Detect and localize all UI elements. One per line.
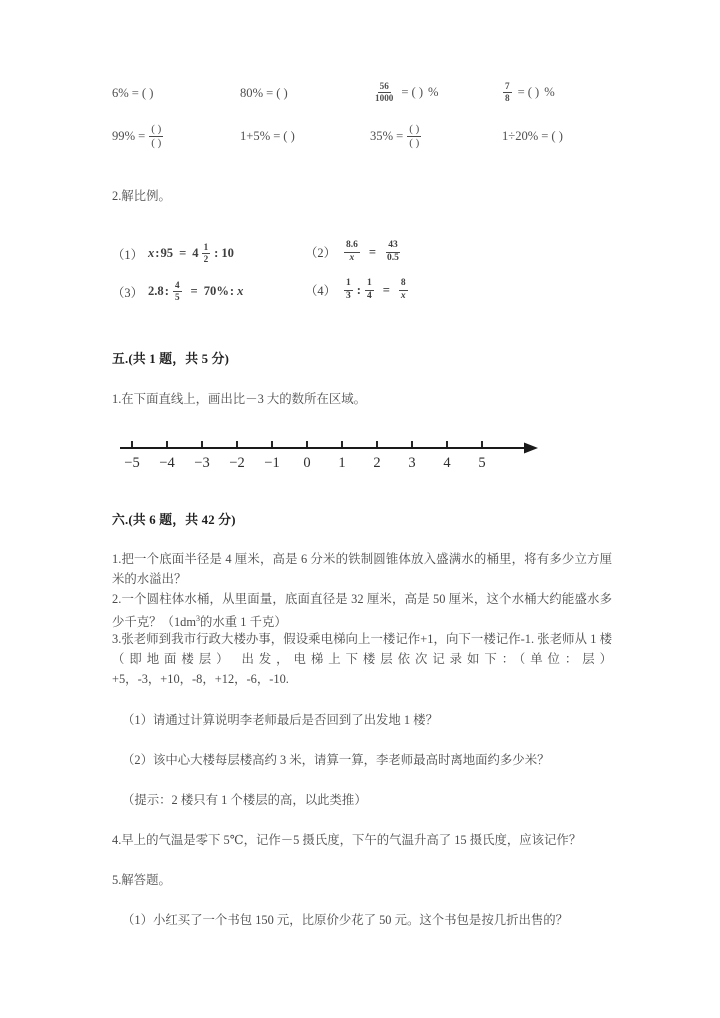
proportion-3-numerator: 4 bbox=[173, 281, 182, 292]
number-line-arrow-icon bbox=[524, 443, 538, 454]
section-six-question-3-part-1: （1）请通过计算说明李老师最后是否回到了出发地 1 楼？ bbox=[122, 713, 438, 727]
p1-lhs: 6% bbox=[112, 86, 129, 100]
proportion-2-equals: = bbox=[368, 244, 377, 259]
section-six-question-3: 3.张老师到我市行政大楼办事，假设乘电梯向上一楼记作+1，向下一楼记作-1. 张老师从 1 楼 （即地面楼层） 出发，电梯上下楼层依次记录如下：（单位：层）+5，-3，+10，-8，+12，-6，-10. bbox=[112, 632, 612, 686]
tick-label-3: −2 bbox=[229, 455, 245, 471]
proportion-4-fraction-3 bbox=[399, 279, 408, 301]
proportion-2-fraction-left bbox=[344, 241, 360, 263]
proportion-3-var: x bbox=[237, 284, 244, 299]
p1-operator: = bbox=[131, 86, 139, 100]
proportion-2-label: （2） bbox=[305, 246, 336, 260]
p5-operator: = bbox=[138, 129, 146, 143]
proportion-3-denominator: 5 bbox=[174, 292, 180, 303]
p3-answer-blank[interactable]: ( ) bbox=[411, 85, 424, 100]
tick-label-7: 2 bbox=[373, 455, 381, 471]
p4-numerator: 7 bbox=[503, 82, 512, 93]
section-six-question-3-part-2: （2）该中心大楼每层楼高约 3 米，请算一算，李老师最高时离地面约多少米？ bbox=[122, 753, 550, 767]
proportion-1-var: x bbox=[147, 246, 155, 261]
p8-operator: = bbox=[541, 129, 549, 143]
proportion-1-whole: 4 bbox=[192, 246, 199, 261]
section-six-question-3-hint: （提示：2 楼只有 1 个楼层的高，以此类推） bbox=[122, 793, 367, 807]
tick-label-4: −1 bbox=[264, 455, 280, 471]
percent-item-p4 bbox=[500, 82, 555, 103]
tick-label-10: 5 bbox=[478, 455, 486, 471]
number-line-tick-labels bbox=[124, 455, 485, 471]
p7-numerator-blank[interactable]: ( ) bbox=[409, 123, 420, 135]
proportion-2-numerator-1: 8.6 bbox=[344, 241, 360, 253]
tick-label-8: 3 bbox=[408, 455, 416, 471]
section-six-question-5-part-1: （1）小红买了一个书包 150 元，比原价少花了 50 元。这个书包是按几折出售的？ bbox=[122, 913, 569, 927]
p5-answer-fraction[interactable] bbox=[149, 124, 163, 149]
proportion-3-a: 2.8 bbox=[147, 284, 164, 299]
proportion-2-denominator-1: x bbox=[349, 252, 355, 263]
proportion-2-fraction-right bbox=[385, 241, 401, 263]
tick-label-1: −4 bbox=[159, 455, 175, 471]
p4-operator: = bbox=[517, 85, 525, 100]
p5-numerator-blank[interactable]: ( ) bbox=[151, 123, 162, 135]
percent-item-p3 bbox=[370, 82, 439, 103]
question-2-text-part-b: 的水重 1 千克） bbox=[199, 615, 287, 630]
proportion-4-numerator-3: 8 bbox=[399, 279, 408, 291]
proportion-4-colon: : bbox=[356, 282, 361, 297]
percent-exercise-row-2 bbox=[112, 124, 622, 158]
section-six-question-5: 5.解答题。 bbox=[112, 873, 171, 887]
proportion-3-colon-1: : bbox=[164, 284, 169, 299]
proportion-4-label: （4） bbox=[305, 284, 336, 298]
percent-item-p8 bbox=[502, 129, 563, 144]
p7-answer-fraction[interactable] bbox=[407, 124, 421, 149]
proportion-4-numerator-1: 1 bbox=[344, 279, 353, 291]
proportion-4-denominator-3: x bbox=[400, 290, 406, 301]
section-six-question-4: 4.早上的气温是零下 5℃，记作－5 摄氏度，下午的气温升高了 15 摄氏度，应该记作？ bbox=[112, 833, 582, 847]
proportion-2-numerator-2: 43 bbox=[386, 241, 400, 253]
question-2-text-part-a: 2.一个圆柱体水桶，从里面量，底面直径是 32 厘米，高是 50 厘米，这个水桶大约能盛水多少千克？（1dm bbox=[112, 592, 612, 630]
p6-operator: = bbox=[273, 129, 281, 143]
proportion-3-fraction bbox=[173, 281, 182, 302]
p8-lhs: 1÷20% bbox=[502, 129, 539, 143]
p3-percent-sign: % bbox=[428, 85, 439, 100]
p7-operator: = bbox=[396, 129, 404, 143]
proportion-1-label: （1） bbox=[112, 247, 143, 262]
section-six-heading: 六.(共 6 题，共 42 分) bbox=[112, 513, 236, 527]
section-six-question-1: 1.把一个底面半径是 4 厘米，高是 6 分米的铁制圆锥体放入盛满水的桶里，将有多少立方厘米的水溢出？ bbox=[112, 552, 612, 586]
percent-item-p2 bbox=[240, 86, 288, 101]
proportion-3-label: （3） bbox=[112, 285, 143, 300]
percent-item-p1 bbox=[112, 86, 153, 101]
number-line bbox=[112, 438, 552, 490]
proportion-1-fraction bbox=[202, 243, 211, 264]
p7-lhs: 35% bbox=[370, 129, 394, 143]
p3-numerator: 56 bbox=[378, 82, 391, 93]
p3-fraction bbox=[373, 82, 395, 103]
proportion-item-2 bbox=[305, 241, 404, 263]
proportion-4-denominator-2: 4 bbox=[366, 290, 372, 301]
section-five-question-1: 1.在下面直线上，画出比－3 大的数所在区域。 bbox=[112, 392, 367, 406]
proportion-1-a: 95 bbox=[160, 246, 174, 261]
p2-operator: = bbox=[266, 86, 274, 100]
percent-item-p6 bbox=[240, 129, 295, 144]
proportion-4-fraction-1 bbox=[344, 279, 353, 301]
proportion-1-mixed-number bbox=[192, 243, 213, 264]
p8-answer-blank[interactable]: ( ) bbox=[551, 129, 563, 143]
proportion-1-colon-2: : bbox=[214, 246, 219, 261]
p1-answer-blank[interactable]: ( ) bbox=[141, 86, 154, 100]
p4-fraction bbox=[503, 82, 512, 103]
number-line-svg bbox=[112, 438, 552, 490]
tick-label-0: −5 bbox=[124, 455, 140, 471]
proportions-heading: 2.解比例。 bbox=[112, 189, 171, 203]
proportion-3-b: 70% bbox=[203, 284, 229, 299]
proportion-4-fraction-2 bbox=[365, 279, 374, 301]
proportion-1-equals: = bbox=[179, 246, 187, 261]
proportion-4-denominator-1: 3 bbox=[345, 290, 351, 301]
percent-item-p5 bbox=[112, 124, 163, 149]
proportion-1-b: 10 bbox=[221, 246, 234, 261]
proportion-item-4 bbox=[305, 279, 411, 301]
proportion-4-numerator-2: 1 bbox=[365, 279, 374, 291]
proportion-3-equals: = bbox=[190, 284, 198, 299]
p6-answer-blank[interactable]: ( ) bbox=[283, 129, 295, 143]
percent-exercise-row-1 bbox=[112, 82, 622, 116]
tick-label-9: 4 bbox=[443, 455, 451, 471]
tick-label-6: 1 bbox=[338, 455, 346, 471]
p3-denominator: 1000 bbox=[375, 93, 394, 104]
p2-answer-blank[interactable]: ( ) bbox=[276, 86, 288, 100]
p4-answer-blank[interactable]: ( ) bbox=[527, 85, 540, 100]
question-2-cube-exponent: 3 bbox=[195, 614, 200, 623]
p6-lhs: 1+5% bbox=[240, 129, 271, 143]
p3-operator: = bbox=[401, 85, 409, 100]
proportion-item-3 bbox=[112, 281, 243, 302]
p4-percent-sign: % bbox=[544, 85, 555, 100]
p5-denominator-blank[interactable]: ( ) bbox=[151, 137, 162, 149]
tick-label-5: 0 bbox=[303, 455, 311, 471]
proportion-1-numerator: 1 bbox=[202, 243, 211, 254]
percent-item-p7 bbox=[370, 124, 421, 149]
p4-denominator: 8 bbox=[505, 93, 510, 104]
proportion-item-1 bbox=[112, 243, 234, 264]
proportion-1-denominator: 2 bbox=[203, 254, 209, 265]
proportion-2-denominator-2: 0.5 bbox=[387, 252, 399, 263]
section-five-heading: 五.(共 1 题，共 5 分) bbox=[112, 352, 230, 366]
proportion-3-colon-2: : bbox=[229, 284, 235, 299]
p5-lhs: 99% bbox=[112, 129, 136, 143]
p7-denominator-blank[interactable]: ( ) bbox=[409, 137, 420, 149]
section-six-question-2 bbox=[112, 589, 612, 632]
tick-label-2: −3 bbox=[194, 455, 210, 471]
p2-lhs: 80% bbox=[240, 86, 264, 100]
proportion-4-equals: = bbox=[382, 282, 390, 297]
proportion-1-colon-1: : bbox=[155, 246, 160, 261]
